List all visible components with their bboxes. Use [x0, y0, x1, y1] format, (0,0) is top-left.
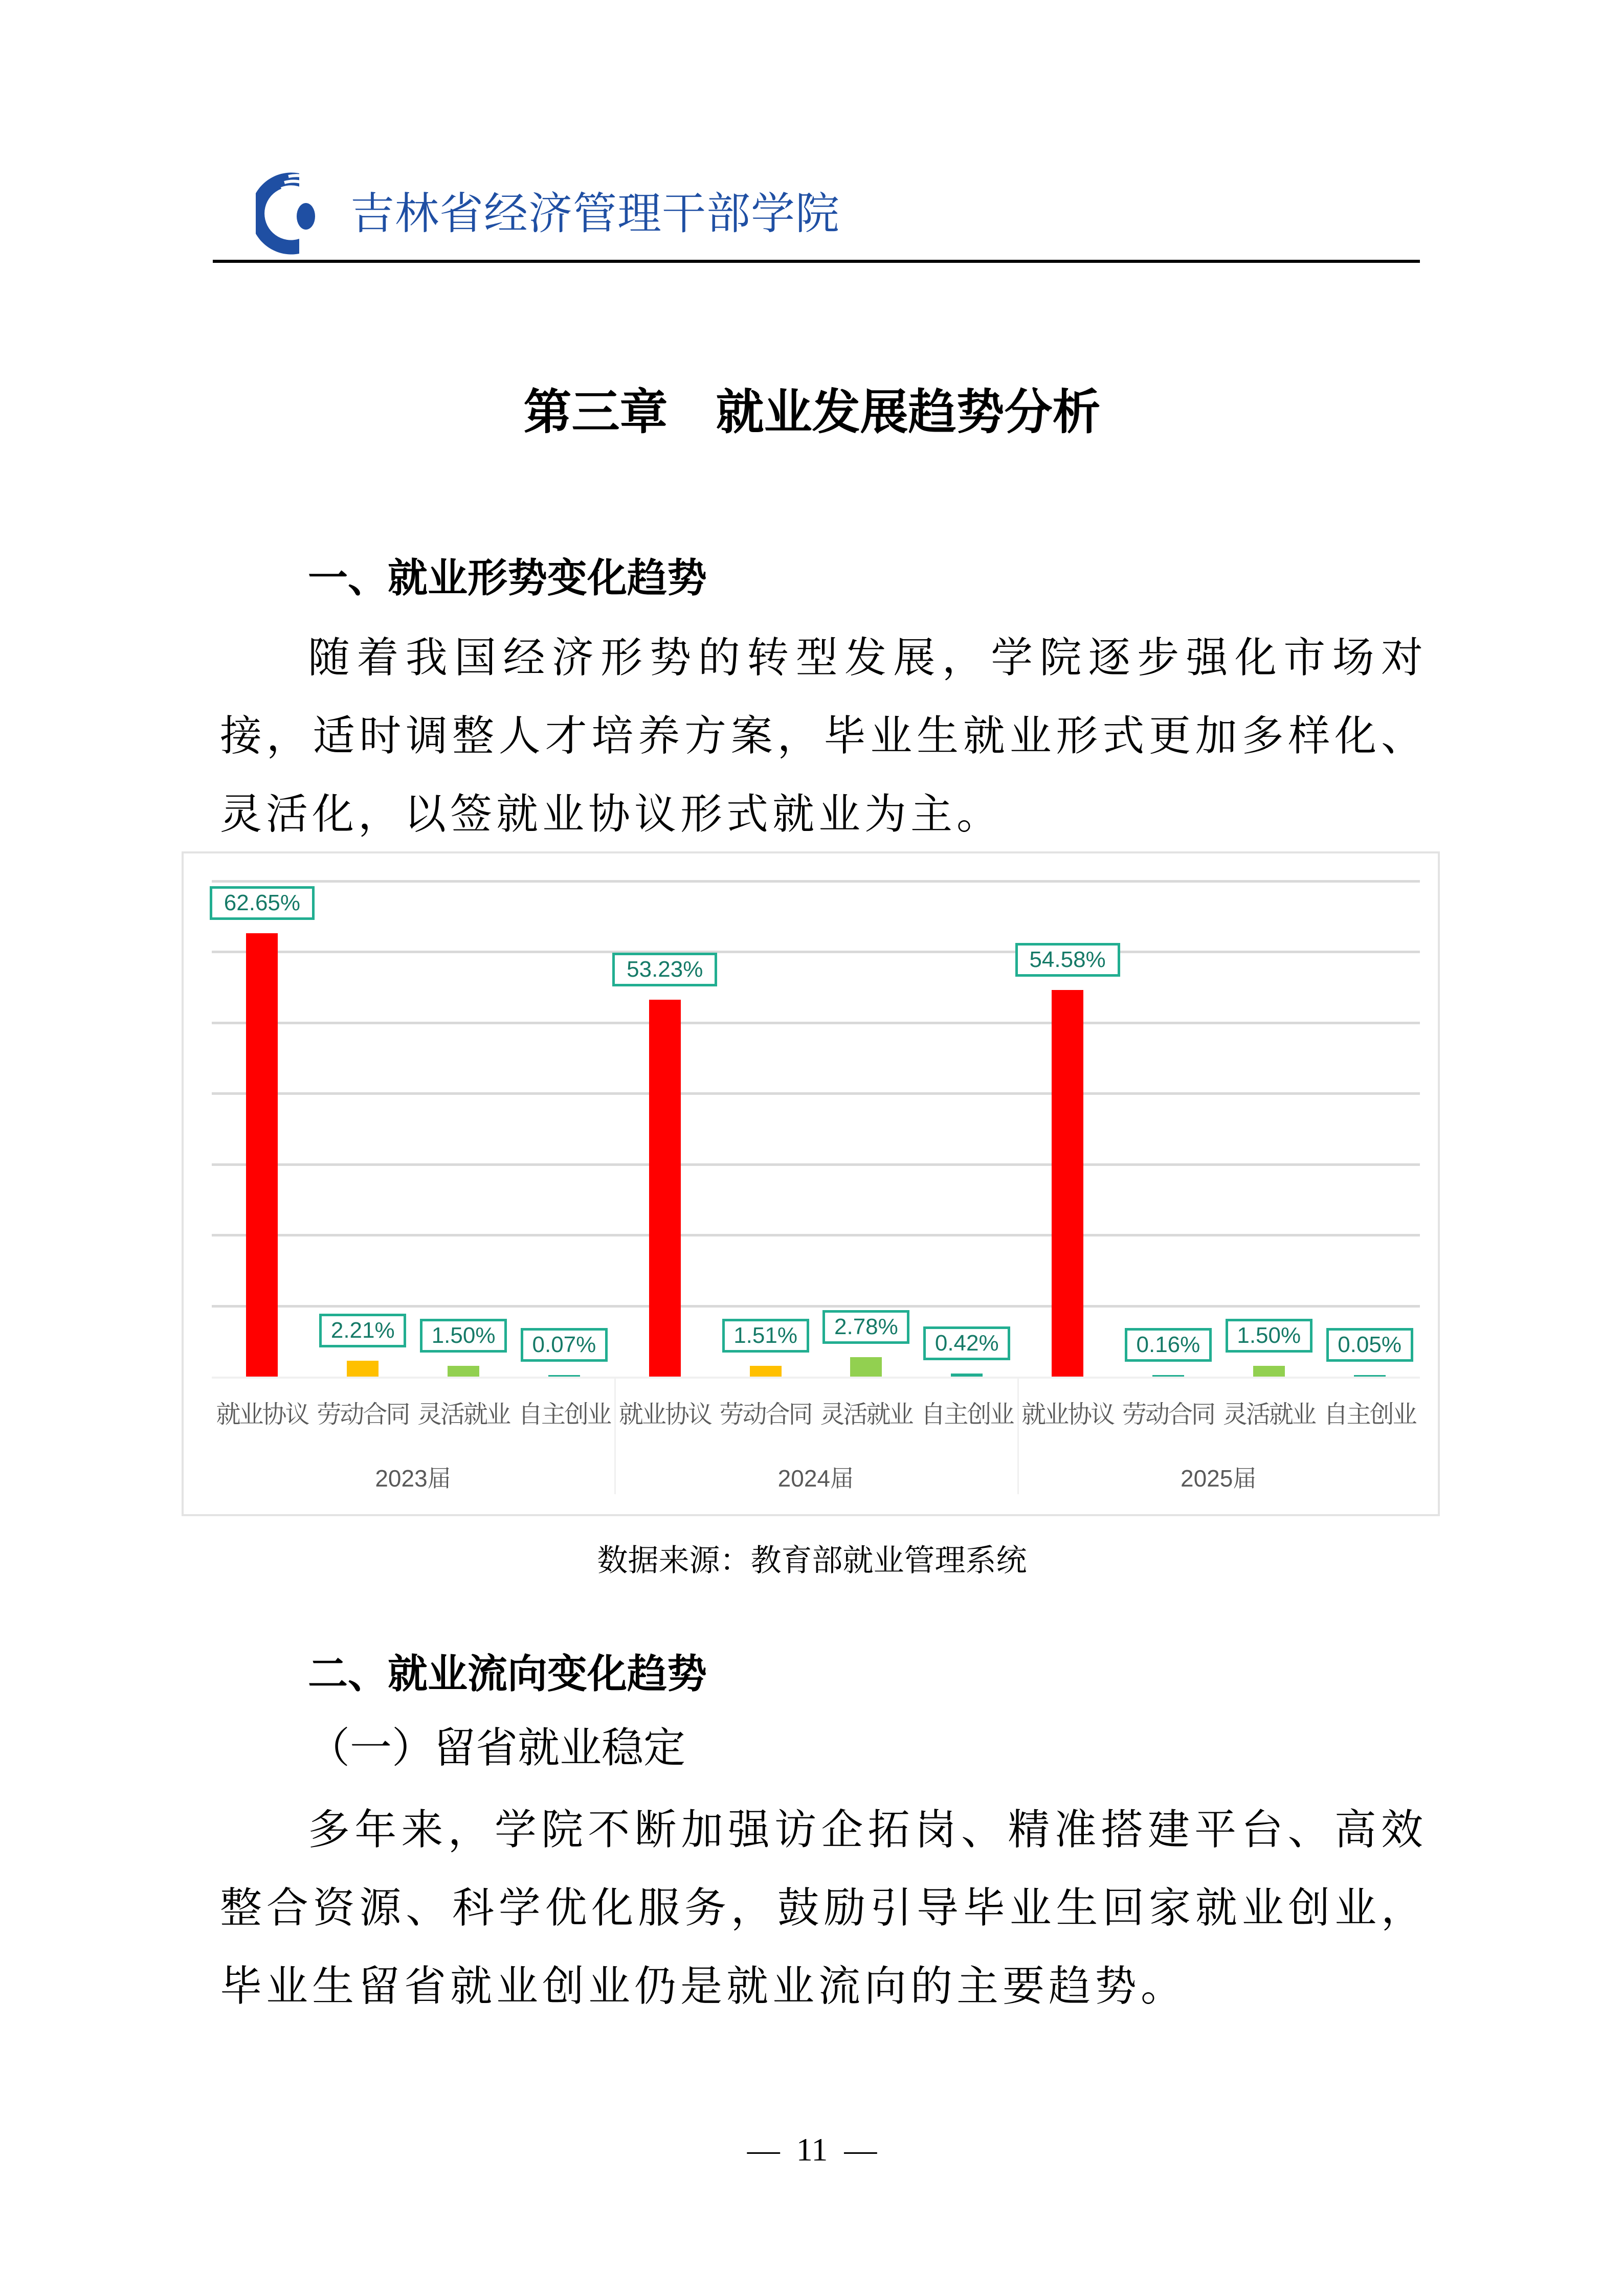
- data-label: 62.65%: [210, 886, 315, 920]
- bar-劳动合同[interactable]: [750, 1366, 782, 1377]
- category-label: 就业协议: [1021, 1400, 1114, 1429]
- page-number: — 11 —: [747, 2131, 877, 2168]
- header-divider: [213, 260, 1420, 263]
- category-label: 灵活就业: [417, 1400, 510, 1429]
- data-label: 53.23%: [612, 953, 717, 986]
- category-label: 灵活就业: [1222, 1400, 1315, 1429]
- bar-劳动合同[interactable]: [1152, 1375, 1184, 1377]
- category-label: 自主创业: [518, 1400, 610, 1429]
- gridline: [212, 1092, 1420, 1095]
- college-emblem-icon: [256, 171, 343, 256]
- gridline: [212, 1234, 1420, 1236]
- gridline: [212, 1305, 1420, 1308]
- data-label: 2.21%: [319, 1314, 406, 1347]
- gridline: [212, 1022, 1420, 1024]
- data-label: 0.05%: [1326, 1328, 1413, 1362]
- data-label: 1.50%: [420, 1319, 507, 1353]
- data-label: 1.51%: [722, 1319, 809, 1353]
- bar-灵活就业[interactable]: [1253, 1366, 1285, 1377]
- data-label: 54.58%: [1015, 943, 1120, 977]
- data-label: 2.78%: [822, 1310, 909, 1344]
- subsection-heading: （一）留省就业稳定: [308, 1724, 686, 1772]
- category-label: 就业协议: [618, 1400, 711, 1429]
- group-label: 2023届: [375, 1465, 451, 1492]
- group-label: 2024届: [777, 1465, 854, 1492]
- bar-灵活就业[interactable]: [850, 1357, 882, 1377]
- category-label: 自主创业: [1323, 1400, 1416, 1429]
- bar-就业协议[interactable]: [246, 933, 278, 1377]
- category-label: 自主创业: [921, 1400, 1013, 1429]
- header-logo: [256, 171, 870, 256]
- chapter-title: 第三章 就业发展趋势分析: [523, 385, 1101, 440]
- category-label: 就业协议: [216, 1400, 308, 1429]
- category-label: 劳动合同: [317, 1400, 409, 1429]
- institution-name: 吉林省经济管理干部学院: [350, 188, 840, 239]
- category-label: 劳动合同: [719, 1400, 812, 1429]
- data-label: 1.50%: [1226, 1319, 1312, 1353]
- data-label: 0.16%: [1125, 1328, 1212, 1362]
- gridline: [212, 880, 1420, 883]
- body-paragraph: 随着我国经济形势的转型发展，学院逐步强化市场对接，适时调整人才培养方案，毕业生就业形式更加多样化、灵活化，以签就业协议形式就业为主。: [220, 634, 1427, 839]
- gridline: [212, 1163, 1420, 1166]
- group-label: 2025届: [1180, 1465, 1257, 1492]
- body-paragraph: 多年来，学院不断加强访企拓岗、精准搭建平台、高效整合资源、科学优化服务，鼓励引导毕业生回家就业创业，毕业生留省就业创业仍是就业流向的主要趋势。: [220, 1806, 1427, 2011]
- bar-就业协议[interactable]: [1052, 990, 1083, 1377]
- bar-灵活就业[interactable]: [448, 1366, 479, 1377]
- section-heading: 二、就业流向变化趋势: [308, 1651, 707, 1697]
- section-heading: 一、就业形势变化趋势: [308, 555, 707, 601]
- chart-source-caption: 数据来源：教育部就业管理系统: [597, 1543, 1027, 1579]
- bar-劳动合同[interactable]: [347, 1361, 379, 1377]
- gridline: [212, 951, 1420, 953]
- bar-自主创业[interactable]: [951, 1374, 983, 1377]
- data-label: 0.42%: [923, 1326, 1010, 1360]
- category-label: 灵活就业: [820, 1400, 913, 1429]
- bar-自主创业[interactable]: [1354, 1375, 1386, 1377]
- category-label: 劳动合同: [1122, 1400, 1214, 1429]
- data-label: 0.07%: [521, 1328, 608, 1362]
- bar-自主创业[interactable]: [548, 1375, 580, 1377]
- bar-就业协议[interactable]: [649, 1000, 681, 1377]
